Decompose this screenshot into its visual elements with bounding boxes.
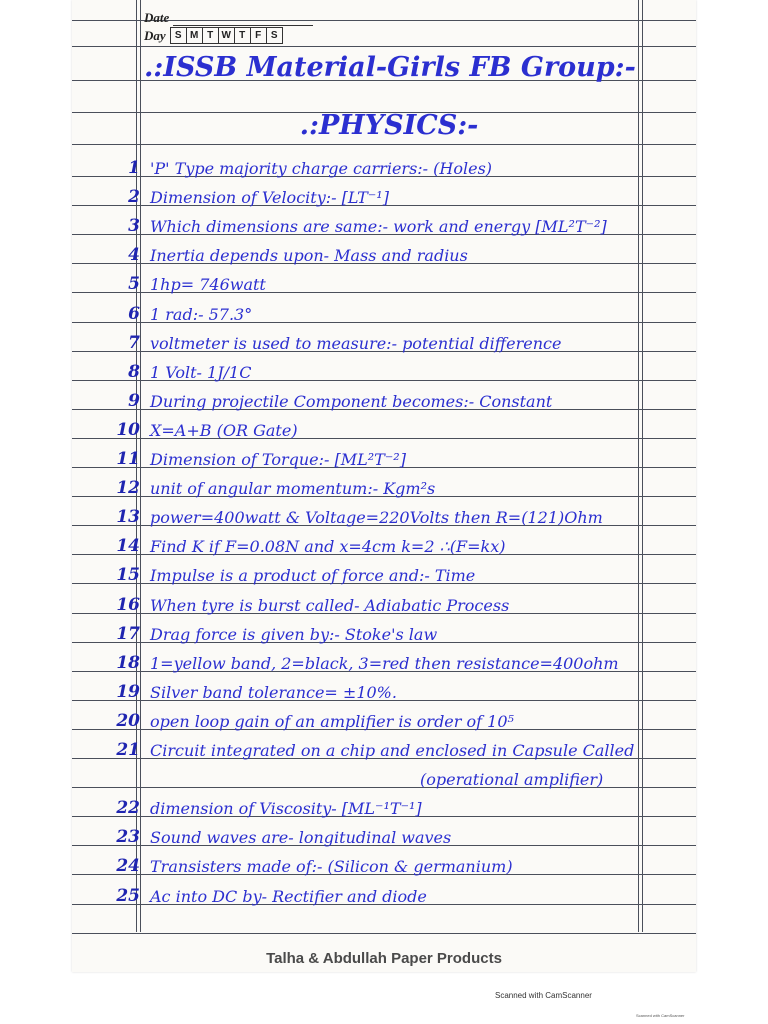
scanner-watermark-small: Scanned with CamScanner — [636, 1013, 685, 1018]
item-number: 5 — [128, 274, 140, 294]
list-item — [100, 790, 640, 818]
list-item — [100, 412, 640, 440]
list-item — [100, 732, 640, 760]
date-blank-line — [173, 13, 313, 26]
item-text: Which dimensions are same:- work and energy [ML²T⁻²] — [150, 217, 607, 236]
item-text: power=400watt & Voltage=220Volts then R=(121)Ohm — [150, 508, 603, 527]
item-number: 7 — [128, 333, 140, 353]
item-number: 24 — [116, 856, 140, 876]
list-item — [100, 557, 640, 585]
item-text: 1 Volt- 1J/1C — [150, 363, 252, 382]
paper-brand-footer: Talha & Abdullah Paper Products — [266, 950, 502, 967]
item-number: 19 — [116, 682, 140, 702]
item-number: 21 — [116, 740, 140, 760]
item-text: X=A+B (OR Gate) — [150, 421, 298, 440]
list-item — [100, 179, 640, 207]
list-item — [100, 470, 640, 498]
day-box: S — [171, 28, 187, 43]
page-title: .:ISSB Material-Girls FB Group:- — [144, 52, 636, 83]
item-number: 3 — [128, 216, 140, 236]
day-boxes — [170, 27, 283, 44]
item-text: Impulse is a product of force and:- Time — [150, 566, 476, 585]
list-item — [100, 528, 640, 556]
list-item — [100, 878, 640, 906]
item-number: 2 — [128, 187, 140, 207]
item-number: 14 — [116, 536, 140, 556]
ruled-line — [72, 144, 696, 145]
item-text: During projectile Component becomes:- Constant — [150, 392, 553, 411]
item-number: 9 — [128, 391, 140, 411]
day-box: F — [251, 28, 267, 43]
item-number: 15 — [116, 565, 140, 585]
day-label: Day — [144, 27, 166, 43]
list-item — [100, 848, 640, 876]
list-item — [100, 674, 640, 702]
item-number: 11 — [116, 449, 140, 469]
item-number: 18 — [116, 653, 140, 673]
item-text: Circuit integrated on a chip and enclosed in Capsule Called — [150, 741, 635, 760]
scanner-watermark: Scanned with CamScanner — [495, 991, 592, 1000]
item-text: Sound waves are- longitudinal waves — [150, 828, 452, 847]
item-text: Dimension of Torque:- [ML²T⁻²] — [150, 450, 406, 469]
list-item — [100, 499, 640, 527]
item-text: Find K if F=0.08N and x=4cm k=2 ∴(F=kx) — [150, 537, 506, 556]
item-number: 20 — [116, 711, 140, 731]
day-box: T — [235, 28, 251, 43]
list-item — [100, 150, 640, 178]
list-item — [100, 237, 640, 265]
day-box: M — [187, 28, 203, 43]
list-item — [100, 587, 640, 615]
list-item — [100, 645, 640, 673]
list-item — [100, 208, 640, 236]
list-item — [100, 266, 640, 294]
item-text: Transisters made of:- (Silicon & germanium) — [150, 857, 513, 876]
ruled-line — [72, 46, 696, 47]
item-number: 4 — [128, 245, 140, 265]
list-item — [100, 354, 640, 382]
list-item — [100, 383, 640, 411]
item-text: voltmeter is used to measure:- potential difference — [150, 334, 562, 353]
item-number: 17 — [116, 624, 140, 644]
item-text: Inertia depends upon- Mass and radius — [150, 246, 468, 265]
list-item — [100, 819, 640, 847]
item-text: dimension of Viscosity- [ML⁻¹T⁻¹] — [150, 799, 422, 818]
day-box: S — [270, 30, 278, 41]
day-field — [144, 27, 283, 44]
item-text: 1=yellow band, 2=black, 3=red then resistance=400ohm — [150, 654, 619, 673]
item-text: 1hp= 746watt — [150, 275, 266, 294]
ruled-line — [72, 933, 696, 934]
item-text: Dimension of Velocity:- [LT⁻¹] — [150, 188, 389, 207]
item-text: Drag force is given by:- Stoke's law — [150, 625, 438, 644]
right-margin-line-outer — [642, 0, 643, 932]
notebook-page — [72, 0, 696, 972]
list-item-continuation — [100, 761, 640, 789]
item-text: unit of angular momentum:- Kgm²s — [150, 479, 436, 498]
item-text: When tyre is burst called- Adiabatic Process — [150, 596, 510, 615]
item-continuation-text: (operational amplifier) — [420, 770, 604, 789]
list-item — [100, 441, 640, 469]
list-item — [100, 616, 640, 644]
item-number: 25 — [116, 886, 140, 906]
item-number: 22 — [116, 798, 140, 818]
date-label: Date — [144, 10, 170, 25]
item-text: 1 rad:- 57.3° — [150, 305, 253, 324]
list-item — [100, 325, 640, 353]
item-number: 8 — [128, 362, 140, 382]
item-number: 16 — [116, 595, 140, 615]
item-text: Silver band tolerance= ±10%. — [150, 683, 397, 702]
list-item — [100, 703, 640, 731]
item-text: Ac into DC by- Rectifier and diode — [150, 887, 427, 906]
page-subtitle: .:PHYSICS:- — [299, 110, 479, 141]
item-number: 1 — [128, 158, 140, 178]
item-number: 23 — [116, 827, 140, 847]
item-number: 13 — [116, 507, 140, 527]
day-box: W — [219, 28, 235, 43]
day-box: T — [203, 28, 219, 43]
item-number: 12 — [116, 478, 140, 498]
item-text: 'P' Type majority charge carriers:- (Holes) — [150, 159, 493, 178]
item-number: 10 — [116, 420, 140, 440]
item-number: 6 — [128, 304, 140, 324]
item-text: open loop gain of an amplifier is order of 10⁵ — [150, 712, 514, 731]
date-field — [144, 10, 313, 26]
list-item — [100, 296, 640, 324]
